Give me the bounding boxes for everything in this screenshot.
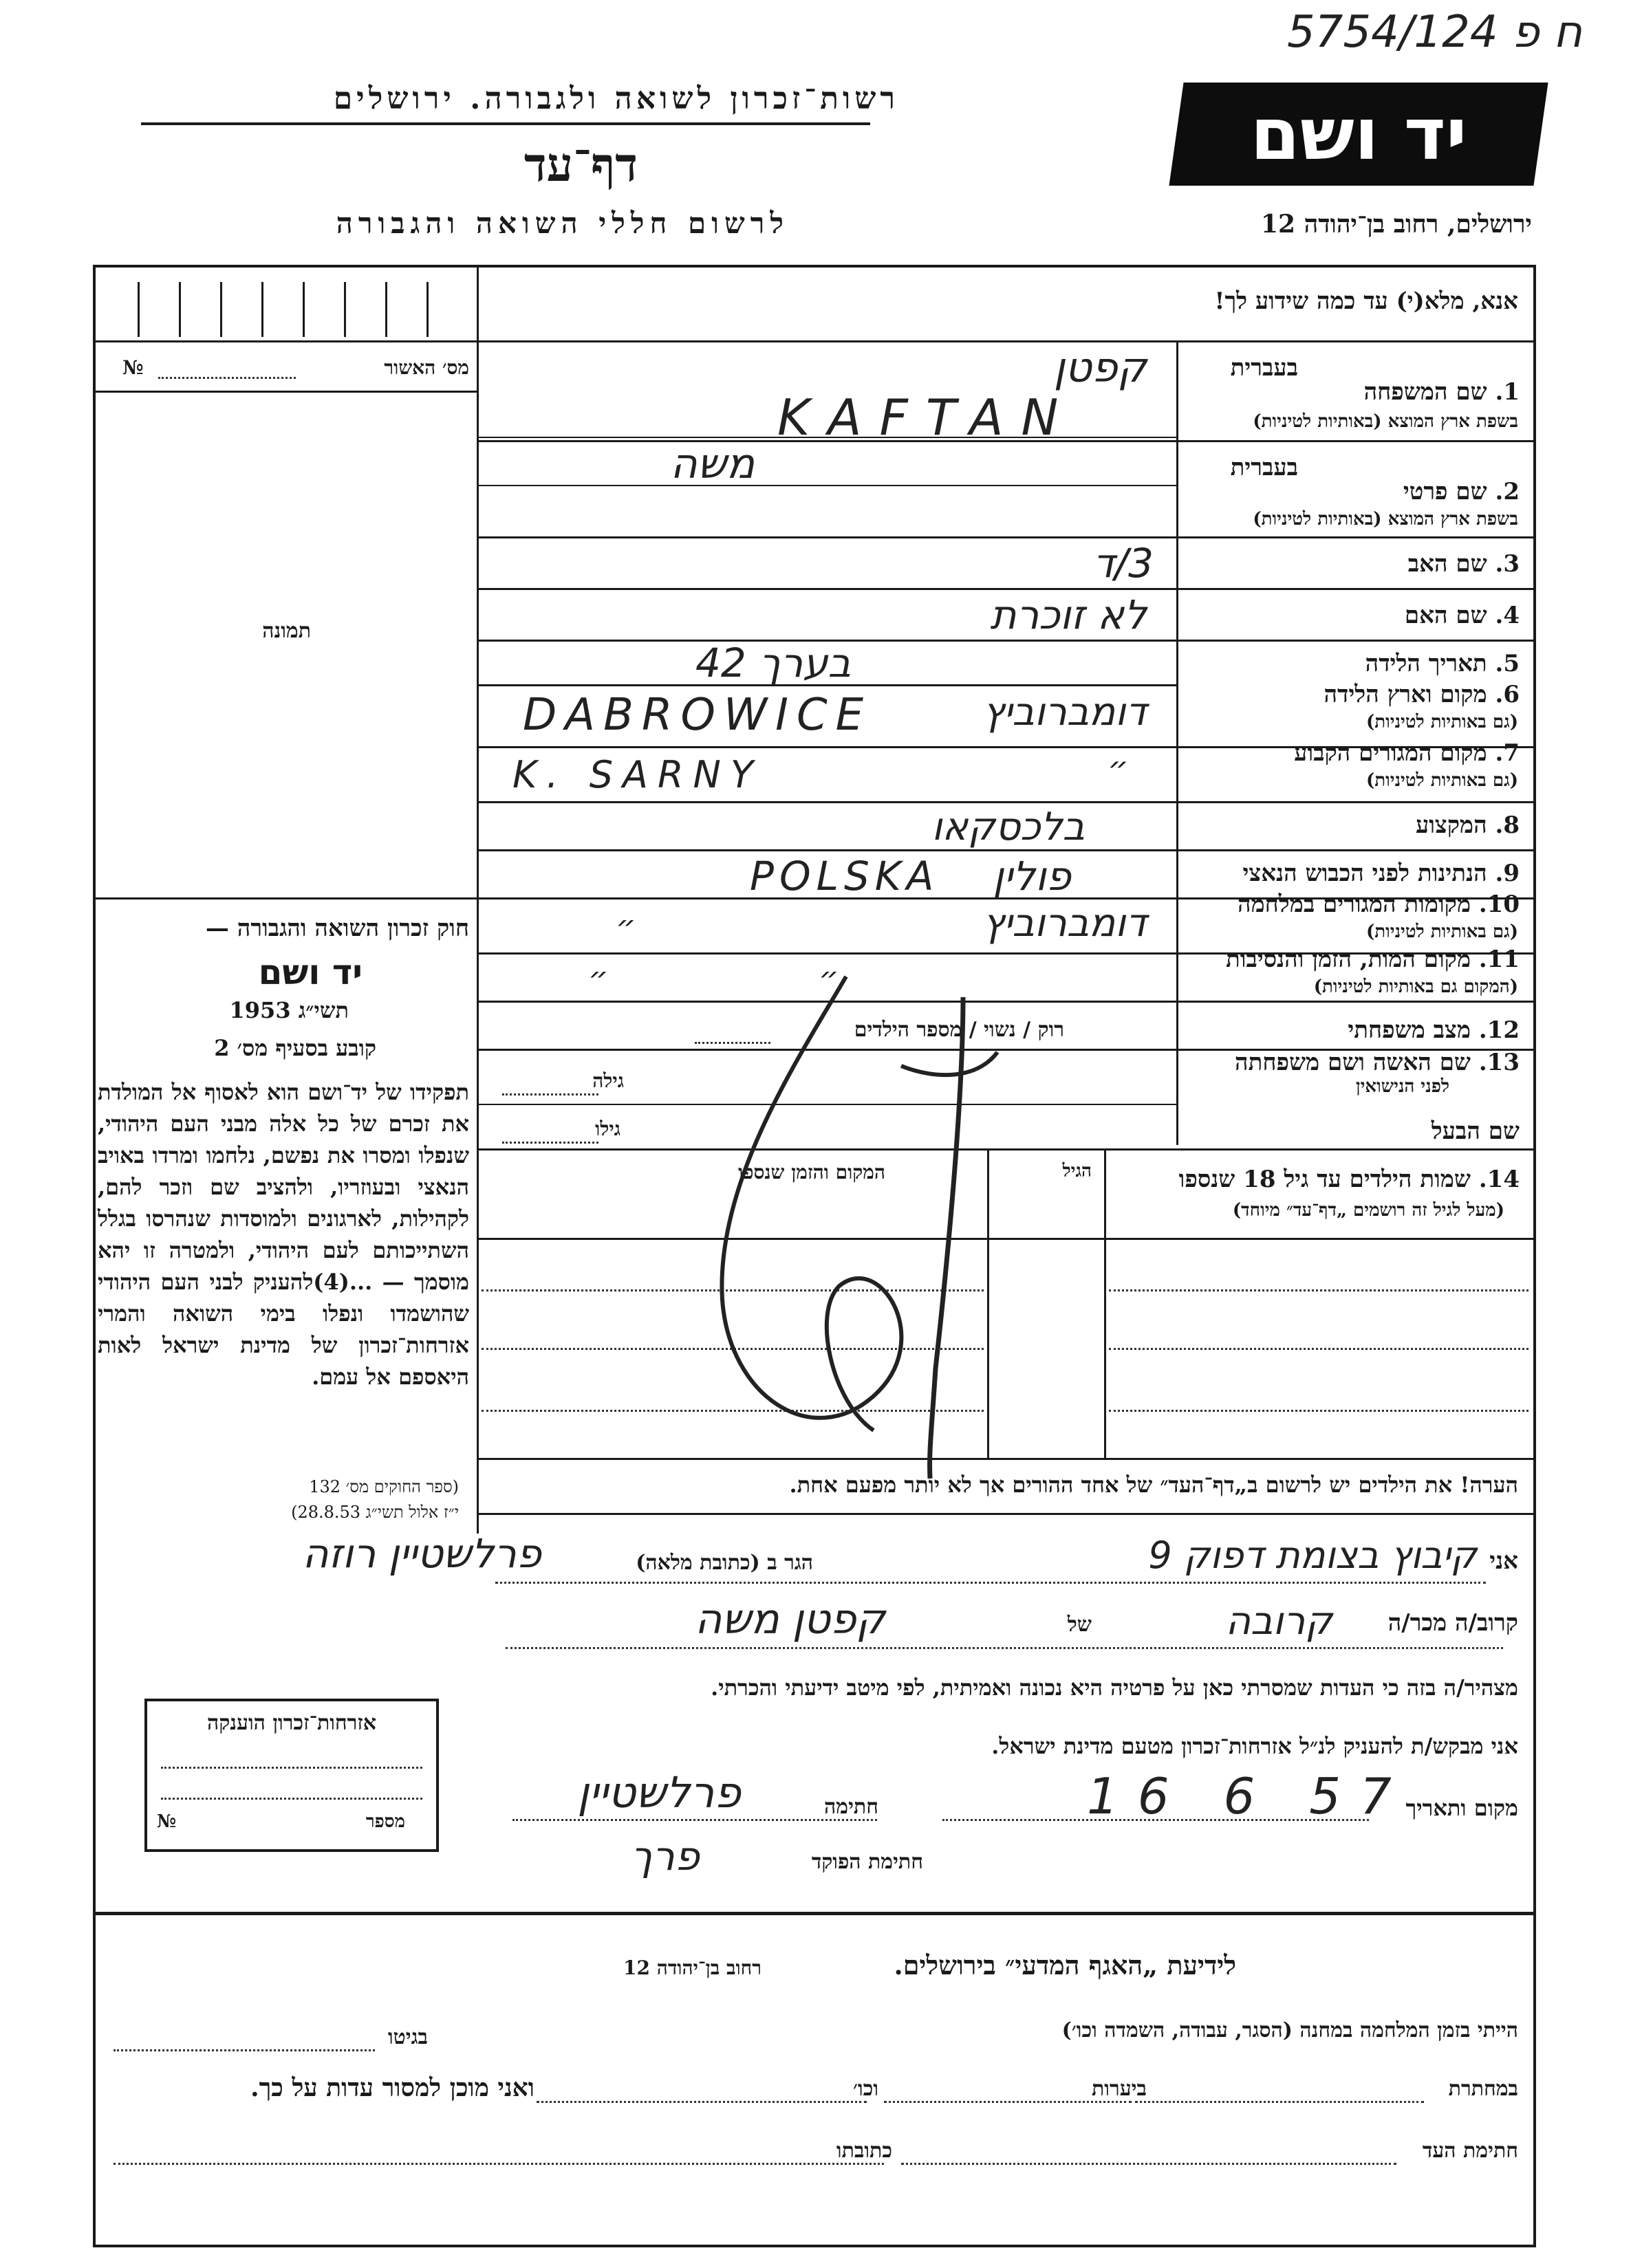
f12-label: 12. מצב משפחתי — [1348, 1016, 1520, 1044]
f7-value: K. SARNY — [512, 753, 763, 796]
bottom-title: לידיעת „האגף המדעי״ בירושלים. — [894, 1950, 1236, 1981]
f1-sub: בשפת ארץ המוצא (באותיות לטיניות) — [1253, 411, 1518, 432]
law-clause: קובע בסעיף מס׳ 2 — [214, 1035, 376, 1061]
f1-value-hebrew: קפטן — [1053, 344, 1147, 392]
law-ref-1: (ספר החוקים מס׳ 132 — [309, 1477, 459, 1496]
citizenship-number-label: מספר — [365, 1811, 405, 1832]
declare-text: מצהיר/ה בזה כי העדות שמסרתי כאן על פרטיה היא נכונה ואמיתית, לפי מיטב ידיעתי והכרתי. — [711, 1675, 1518, 1701]
relation-label: קרוב/ה מכר/ה — [1387, 1609, 1518, 1637]
approval-no: № — [122, 356, 144, 379]
intro-text: אנא, מלא(י) עד כמה שידוע לך! — [1214, 287, 1518, 315]
approval-label: מס׳ האשור — [384, 356, 469, 379]
decl-address-value: קיבוץ בצומת דפוק 9 — [1148, 1534, 1477, 1577]
f12-options: רוק / נשוי / מספר הילדים — [854, 1018, 1064, 1042]
yad-vashem-logo — [1169, 83, 1548, 186]
f13-age-label: גילה — [592, 1069, 624, 1092]
photo-label: תמונה — [262, 619, 311, 643]
f1-hebrew-label: בעברית — [1230, 354, 1298, 382]
f2-sub: בשפת ארץ המוצא (באותיות לטיניות) — [1253, 509, 1518, 530]
f9-label: 9. הנתינות לפני הכבוש הנאצי — [1242, 860, 1520, 887]
relation-value: קרובה — [1225, 1599, 1332, 1644]
bottom-line1-dots — [114, 2049, 375, 2051]
citizenship-number-symbol: № — [157, 1811, 177, 1832]
bottom-address: רחוב בן־יהודה 12 — [623, 1956, 761, 1979]
decl-line-1 — [495, 1582, 1486, 1584]
bottom-line2-b: ביערות — [1091, 2077, 1147, 2101]
signature-label: חתימה — [824, 1795, 878, 1819]
f10-value: דומברוביץ — [982, 901, 1147, 946]
f8-value: בלכסקאו — [931, 805, 1085, 849]
f2-value: משה — [670, 440, 755, 488]
place-date-line — [942, 1819, 1369, 1821]
bottom-line1-end: בגיטו — [387, 2025, 428, 2049]
intro-divider — [93, 340, 1533, 342]
f13b-label: שם הבעל — [1431, 1117, 1520, 1145]
f11-label: 11. מקום המות, הזמן והנסיבות — [1225, 946, 1520, 973]
f6-value-hebrew: דומברוביץ — [982, 690, 1147, 734]
form-subtitle: לרשום חללי השואה והגבורה — [336, 206, 789, 240]
f13b-age-line — [502, 1142, 598, 1144]
file-number: 5754/124 ח פ — [1286, 7, 1582, 58]
org-line: רשות־זכרון לשואה ולגבורה. ירושלים — [333, 81, 899, 116]
of-label: של — [1067, 1613, 1092, 1637]
decl-ani: אני — [1489, 1547, 1518, 1575]
org-underline — [141, 122, 870, 125]
f4-label: 4. שם האם — [1404, 602, 1520, 629]
f5-label: 5. תאריך הלידה — [1365, 650, 1520, 677]
f13-sub: לפני הנישואין — [1355, 1076, 1449, 1097]
of-value: קפטן משה — [695, 1595, 885, 1644]
address: ירושלים, רחוב בן־יהודה 12 — [1260, 210, 1532, 239]
f10-label: 10. מקומות המגורים במלחמה — [1237, 891, 1520, 918]
logo-text: יד ושם — [1250, 92, 1467, 176]
citizenship-box — [144, 1699, 439, 1852]
law-body: תפקידו של יד־ושם הוא לאסוף אל המולדת את זכרם של כל אלה מבני העם היהודי, שנפלו ומסרו את נפשם, נלחמו ומרדו באויב הנאצי ובעוזריו, ולהציב שם וזכר להם, לקהילות, לארגונים ולמוסדות שנהרסו בגלל השתייכותם לעם היהודי, ולמטרה זו יהא מוסמך — ...(4)להעניק לבני העם היהודי שהושמדו ונפלו בימי השואה והמרי אזרחות־זכרון של מדינת ישראל לאות היאספם אל עמם. — [98, 1079, 470, 1390]
f11-ditto-1: ״ — [588, 959, 609, 996]
f6-value-latin: DABROWICE — [523, 690, 872, 741]
request-text: אני מבקש/ת להעניק לנ״ל אזרחות־זכרון מטעם מדינת ישראל. — [991, 1733, 1518, 1759]
f13-age-line — [502, 1093, 598, 1095]
law-ref-2: י״ז אלול תשי״ג 28.8.53) — [291, 1503, 459, 1522]
officer-label: חתימת הפוקד — [811, 1850, 923, 1874]
decl-name-value: פרלשטיין רוזה — [302, 1530, 541, 1577]
signature-line — [512, 1819, 877, 1821]
signature-value: פרלשטיין — [577, 1767, 741, 1818]
f4-value: לא זוכרת — [990, 591, 1147, 638]
f7-label: 7. מקום המגורים הקבוע — [1294, 739, 1520, 767]
f2-hebrew-label: בעברית — [1230, 454, 1298, 481]
note-text: הערה! את הילדים יש לרשום ב„דף־העד״ של אחד ההורים אך לא יותר מפעם אחת. — [789, 1472, 1518, 1498]
f14-label: 14. שמות הילדים עד גיל 18 שנספו — [1178, 1166, 1520, 1193]
bottom-divider — [93, 1912, 1533, 1915]
bottom-line3-b: כתובתו — [836, 2139, 892, 2163]
bottom-line1: הייתי בזמן המלחמה במחנה (הסגר, עבודה, השמדה וכו׳) — [1061, 2018, 1518, 2042]
f13-label: 13. שם האשה ושם משפחתה — [1235, 1049, 1520, 1076]
bottom-line2-end: ואני מוכן למסור עדות על כך. — [250, 2073, 534, 2102]
bottom-line2-c: וכו׳ — [853, 2077, 878, 2101]
f13b-age-label: גילו — [595, 1117, 620, 1140]
approval-divider — [93, 391, 478, 393]
handwritten-cancel-mark — [674, 956, 1032, 1492]
law-title: חוק זכרון השואה והגבורה — — [205, 915, 469, 942]
f11-sub: (המקום גם באותיות לטיניות) — [1313, 977, 1518, 997]
photo-divider — [93, 897, 478, 899]
f2-label: 2. שם פרטי — [1403, 478, 1520, 505]
f14-col-divider-1 — [1104, 1150, 1106, 1459]
citizenship-box-title: אזרחות־זכרון הוענקה — [206, 1711, 377, 1735]
law-year: תשי״ג 1953 — [229, 997, 349, 1023]
f1-value-latin: KAFTAN — [777, 389, 1077, 446]
f3-value: 3/ד — [1092, 540, 1154, 587]
officer-signature: פרך — [630, 1833, 700, 1879]
f5-value: בערך 42 — [695, 640, 851, 686]
approval-line — [158, 377, 296, 379]
f14-sub: (מעל לגיל זה רושמים „דף־עד״ מיוחד) — [1232, 1200, 1504, 1221]
f9-value-hebrew: פולין — [993, 853, 1071, 899]
place-date-value: 16 6 57 — [1087, 1767, 1411, 1825]
label-column-divider — [1176, 340, 1178, 1145]
bottom-line3-a: חתימת העד — [1422, 2139, 1518, 2163]
f11-ditto-2: ״ — [819, 959, 839, 996]
f14-age-col: הגיל — [1062, 1161, 1092, 1181]
f14-place-col: המקום והזמן שנספו — [738, 1161, 885, 1184]
tick-boxes — [124, 275, 468, 337]
f7-ditto: ״ — [1108, 750, 1129, 788]
law-logo: יד ושם — [258, 952, 363, 992]
place-date-label: מקום ותאריך — [1405, 1795, 1518, 1821]
bottom-line2-a: במחתרת — [1448, 2077, 1518, 2101]
note-divider — [478, 1513, 1533, 1515]
f10-sub: (גם באותיות לטיניות) — [1365, 922, 1518, 942]
f6-label: 6. מקום וארץ הלידה — [1324, 681, 1520, 708]
f9-value-latin: POLSKA — [750, 853, 940, 899]
f3-label: 3. שם האב — [1407, 550, 1520, 578]
form-title: דף־עד — [523, 138, 638, 193]
decl-line-2 — [506, 1647, 1503, 1649]
f1-label: 1. שם המשפחה — [1363, 378, 1520, 406]
f6-sub: (גם באותיות לטיניות) — [1365, 712, 1518, 732]
f7-sub: (גם באותיות לטיניות) — [1365, 770, 1518, 791]
f8-label: 8. המקצוע — [1415, 811, 1520, 839]
decl-lives-at: הגר ב (כתובת מלאה) — [636, 1551, 813, 1575]
f10-ditto: ״ — [616, 908, 636, 945]
